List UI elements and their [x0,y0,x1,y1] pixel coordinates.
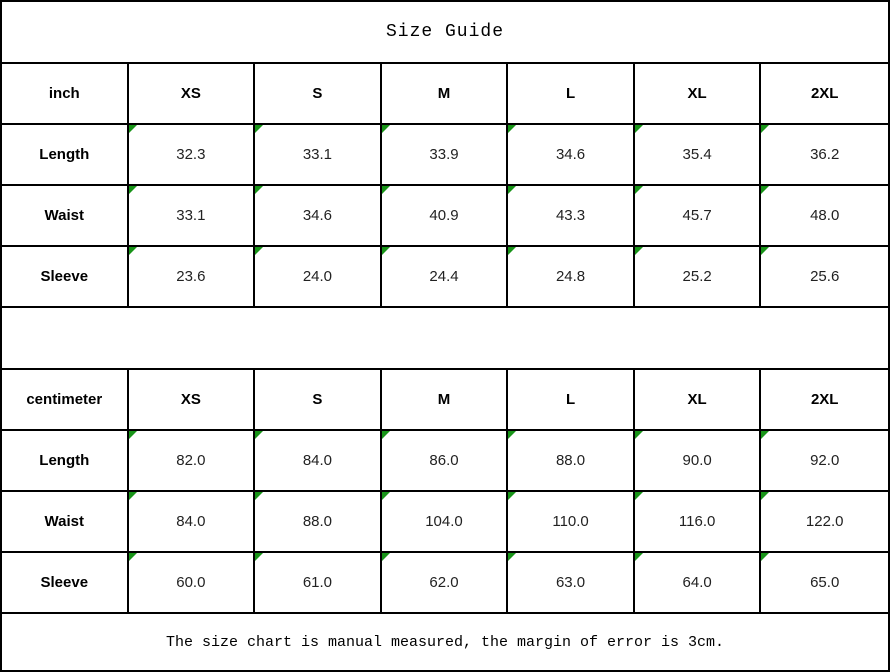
value-cell-text: 63.0 [555,574,586,591]
cell-corner-marker-icon [129,492,137,500]
size-header-cell [635,64,762,125]
cell-corner-marker-icon [382,431,390,439]
size-header-cell [761,64,888,125]
size-header-cell-text: L [565,85,576,102]
value-cell-text: 36.2 [810,146,840,163]
cell-corner-marker-icon [255,553,263,561]
unit-header-cell [2,370,129,431]
cell-corner-marker-icon [255,186,263,194]
value-cell-text: 35.4 [682,146,712,163]
row-label-cell [2,186,129,247]
cell-corner-marker-icon [635,553,643,561]
cell-corner-marker-icon [508,186,516,194]
value-cell-text: 90.0 [682,452,712,469]
cell-corner-marker-icon [255,492,263,500]
value-cell-text: 25.2 [682,268,712,285]
cell-corner-marker-icon [129,125,137,133]
value-cell-text: 110.0 [552,513,589,530]
size-table-centimeter [2,370,888,614]
row-label-cell [2,492,129,553]
value-cell [382,553,509,614]
value-cell-text: 116.0 [678,513,716,530]
value-cell [761,492,888,553]
cell-corner-marker-icon [761,553,769,561]
size-header-cell-text: L [565,391,576,408]
value-cell [129,431,256,492]
size-header-cell-text: XL [687,391,707,408]
row-label-cell [2,247,129,308]
value-cell [255,247,382,308]
cell-corner-marker-icon [761,431,769,439]
value-cell [129,247,256,308]
row-label-cell [2,553,129,614]
size-header-cell-text: 2XL [810,85,839,102]
value-cell-text: 48.0 [810,207,840,224]
row-label-cell-text: Sleeve [40,574,89,591]
value-cell [508,431,635,492]
value-cell-text: 24.8 [555,268,586,285]
cell-corner-marker-icon [255,247,263,255]
row-label-cell [2,431,129,492]
value-cell [129,492,256,553]
size-header-cell [129,64,256,125]
cell-corner-marker-icon [761,492,769,500]
value-cell-text: 40.9 [429,207,459,224]
value-cell [761,431,888,492]
value-cell [508,492,635,553]
value-cell [761,553,888,614]
size-header-cell [508,370,635,431]
value-cell-text: 61.0 [302,574,333,591]
size-header-cell-text: XS [180,391,201,408]
value-cell-text: 43.3 [555,207,586,224]
value-cell [635,247,762,308]
value-cell-text: 34.6 [555,146,586,163]
size-header-cell-text: S [312,391,323,408]
value-cell [761,186,888,247]
value-cell [129,553,256,614]
value-cell-text: 25.6 [810,268,840,285]
value-cell [255,186,382,247]
value-cell-text: 88.0 [555,452,586,469]
cell-corner-marker-icon [382,553,390,561]
size-table-inch [2,64,888,308]
size-header-cell [129,370,256,431]
cell-corner-marker-icon [635,186,643,194]
size-header-cell-text: XL [687,85,707,102]
cell-corner-marker-icon [508,125,516,133]
value-cell [635,492,762,553]
cell-corner-marker-icon [635,492,643,500]
value-cell-text: 24.0 [302,268,333,285]
value-cell-text: 88.0 [302,513,333,530]
value-cell-text: 34.6 [302,207,333,224]
size-header-cell [508,64,635,125]
value-cell-text: 82.0 [176,452,206,469]
value-cell [255,553,382,614]
value-cell [761,125,888,186]
row-label-cell-text: Length [39,146,90,163]
value-cell [635,125,762,186]
size-header-cell [761,370,888,431]
value-cell-text: 24.4 [429,268,459,285]
value-cell [635,186,762,247]
size-header-cell [255,64,382,125]
cell-corner-marker-icon [761,186,769,194]
value-cell-text: 65.0 [810,574,840,591]
value-cell-text: 122.0 [805,513,844,530]
value-cell-text: 33.9 [429,146,459,163]
size-header-cell [635,370,762,431]
value-cell [508,125,635,186]
value-cell [255,492,382,553]
value-cell-text: 32.3 [176,146,206,163]
value-cell-text: 23.6 [176,268,206,285]
value-cell-text: 92.0 [810,452,840,469]
cell-corner-marker-icon [382,186,390,194]
row-label-cell-text: Sleeve [40,268,89,285]
value-cell-text: 64.0 [682,574,712,591]
value-cell-text: 33.1 [302,146,333,163]
size-header-cell-text: M [437,391,451,408]
value-cell [255,125,382,186]
cell-corner-marker-icon [129,553,137,561]
cell-corner-marker-icon [508,492,516,500]
row-label-cell-text: Waist [44,207,84,224]
unit-header-cell-text: centimeter [26,391,103,408]
cell-corner-marker-icon [508,431,516,439]
cell-corner-marker-icon [255,125,263,133]
size-header-cell-text: 2XL [810,391,839,408]
value-cell-text: 84.0 [302,452,333,469]
value-cell [635,431,762,492]
value-cell [635,553,762,614]
cell-corner-marker-icon [635,431,643,439]
value-cell [508,553,635,614]
page-title: Size Guide [2,2,888,64]
value-cell-text: 84.0 [176,513,206,530]
footer-note: The size chart is manual measured, the margin of error is 3cm. [165,633,725,651]
size-header-cell [255,370,382,431]
cell-corner-marker-icon [761,125,769,133]
size-header-cell-text: XS [180,85,201,102]
size-header-cell [382,370,509,431]
cell-corner-marker-icon [761,247,769,255]
cell-corner-marker-icon [129,431,137,439]
cell-corner-marker-icon [508,247,516,255]
value-cell [508,186,635,247]
cell-corner-marker-icon [382,247,390,255]
row-label-cell-text: Waist [44,513,84,530]
value-cell [508,247,635,308]
value-cell-text: 86.0 [429,452,459,469]
value-cell-text: 104.0 [425,513,463,530]
unit-header-cell-text: inch [48,85,80,102]
cell-corner-marker-icon [508,553,516,561]
value-cell-text: 45.7 [682,207,712,224]
separator-row [2,308,888,370]
unit-header-cell [2,64,129,125]
cell-corner-marker-icon [635,247,643,255]
value-cell-text: 60.0 [176,574,206,591]
cell-corner-marker-icon [382,492,390,500]
cell-corner-marker-icon [129,247,137,255]
cell-corner-marker-icon [129,186,137,194]
value-cell [382,431,509,492]
row-label-cell [2,125,129,186]
value-cell [382,186,509,247]
value-cell-text: 33.1 [176,207,206,224]
value-cell [382,492,509,553]
value-cell [761,247,888,308]
cell-corner-marker-icon [635,125,643,133]
row-label-cell-text: Length [39,452,90,469]
value-cell-text: 62.0 [429,574,459,591]
value-cell [382,125,509,186]
cell-corner-marker-icon [255,431,263,439]
value-cell [255,431,382,492]
value-cell [129,186,256,247]
size-header-cell-text: S [312,85,323,102]
size-header-cell-text: M [437,85,451,102]
value-cell [129,125,256,186]
size-header-cell [382,64,509,125]
cell-corner-marker-icon [382,125,390,133]
value-cell [382,247,509,308]
